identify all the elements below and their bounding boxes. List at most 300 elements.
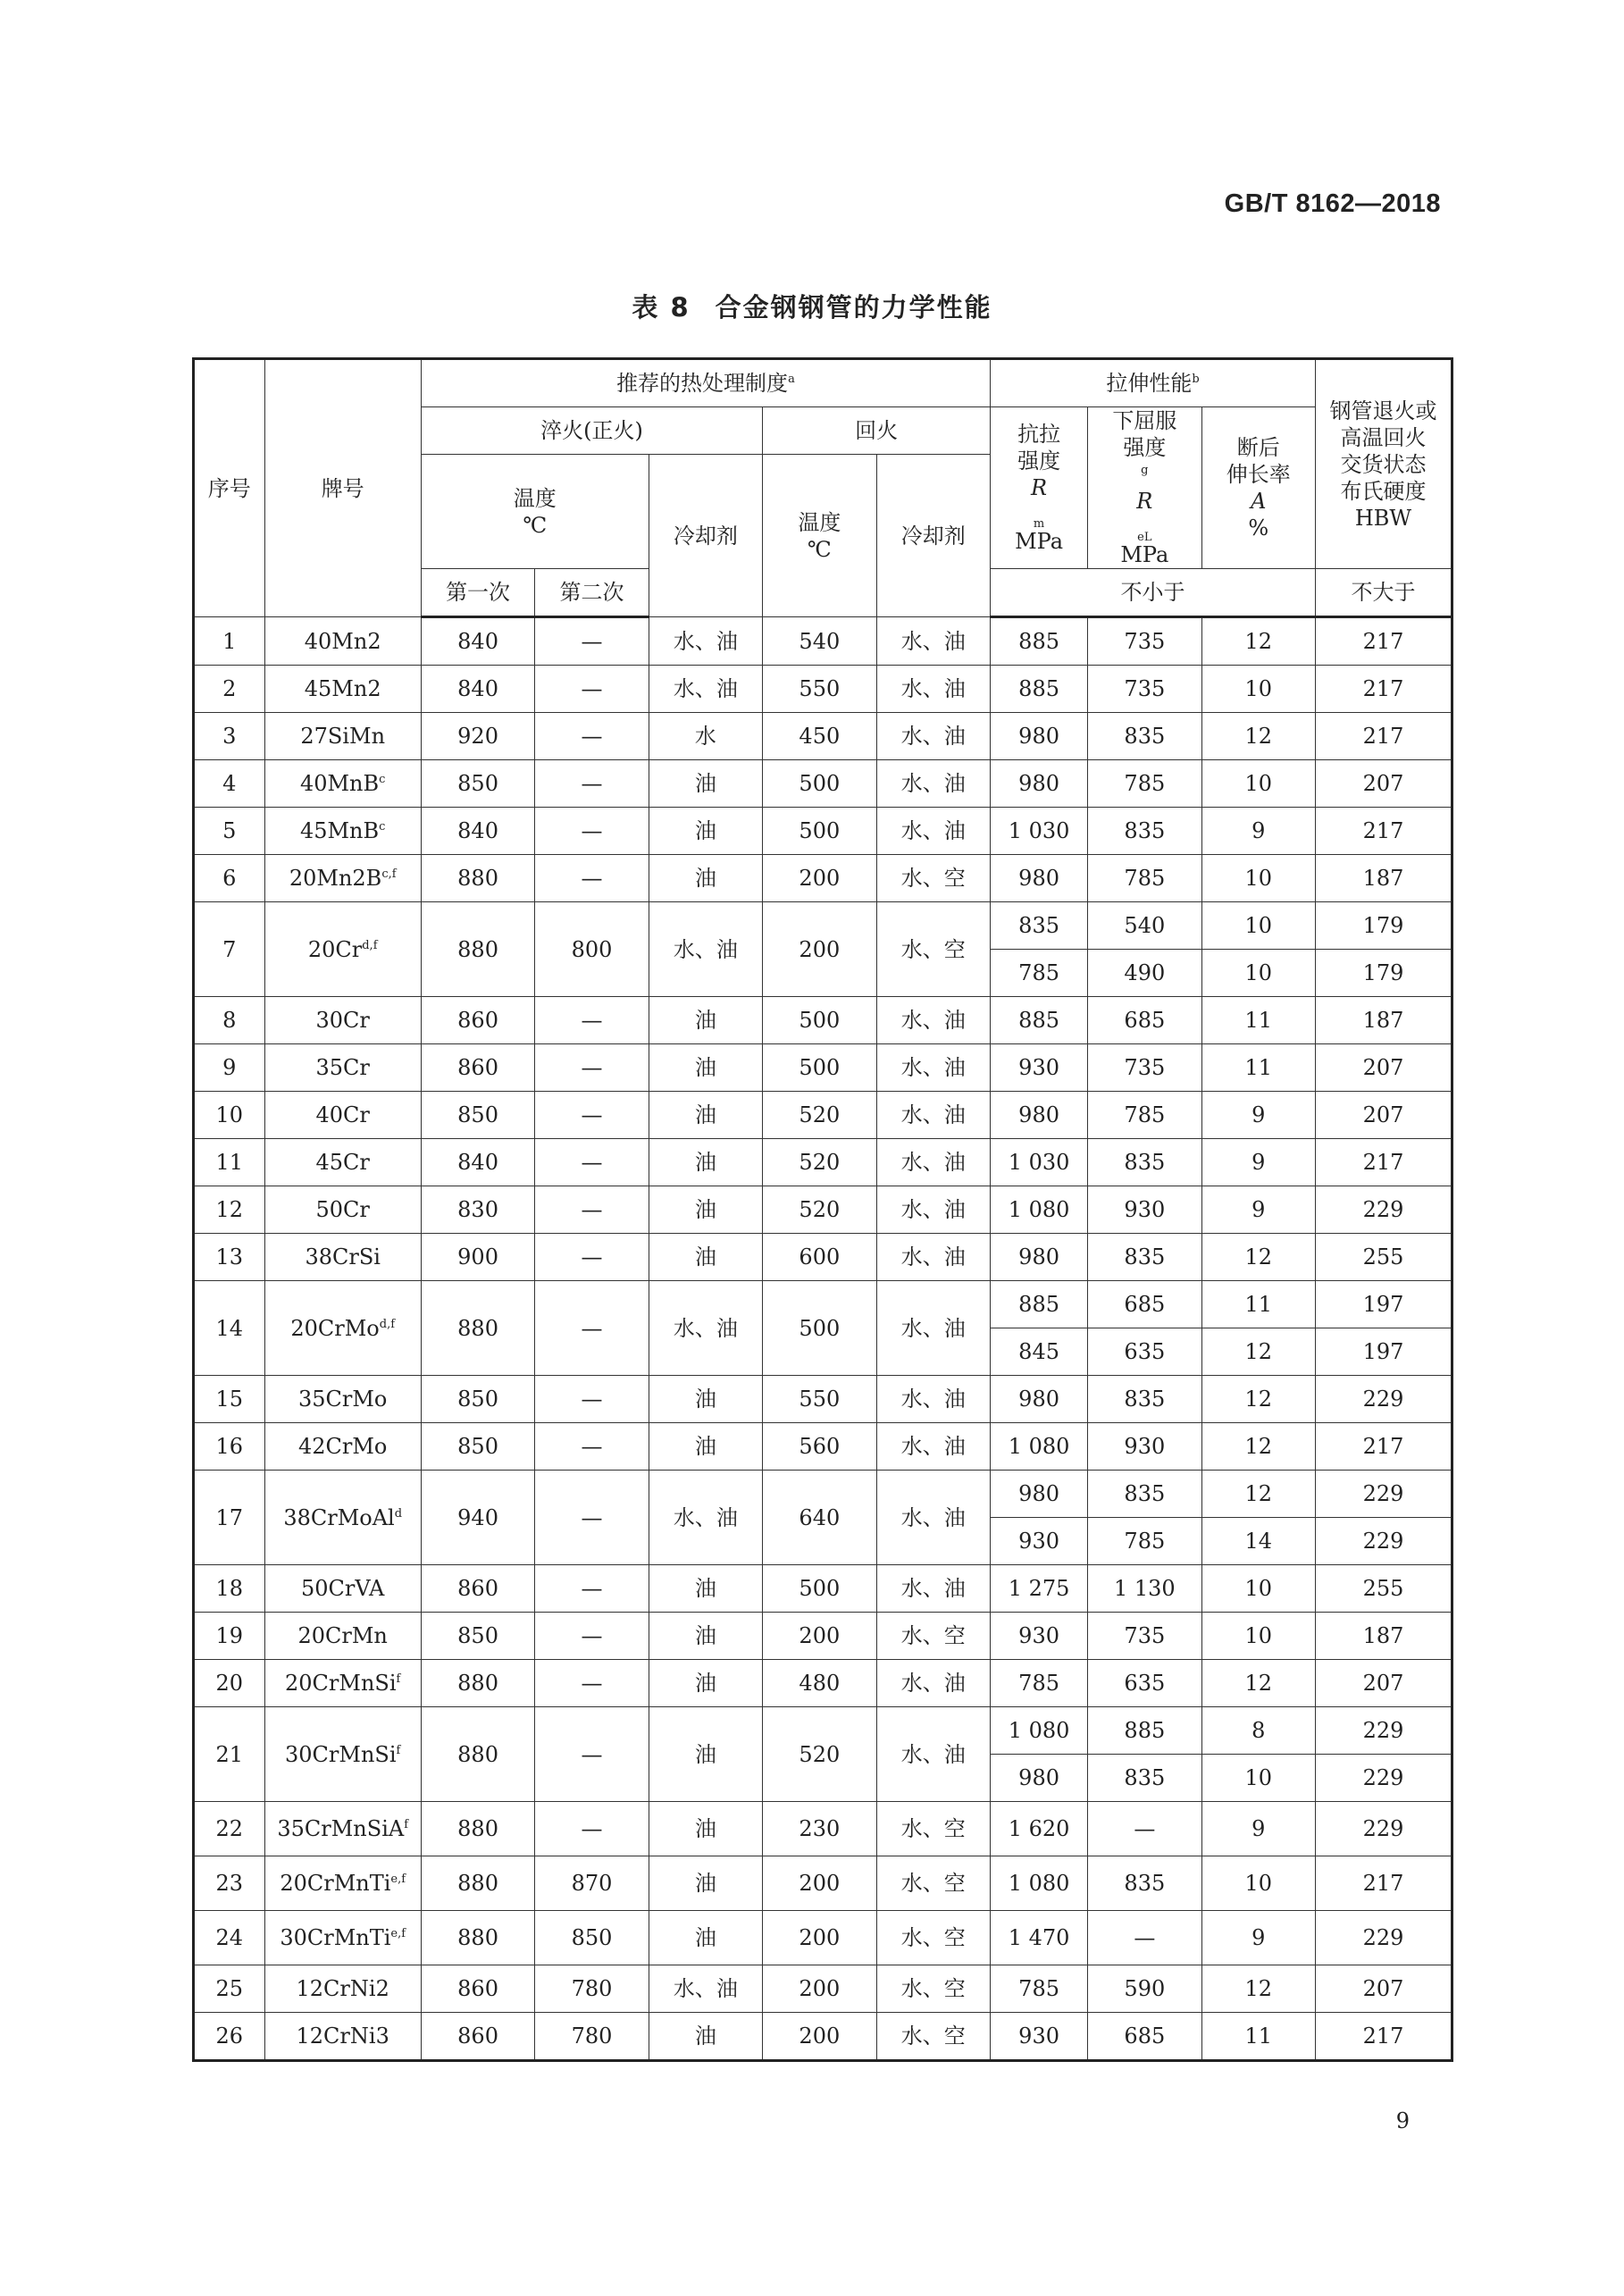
- cell-temper-coolant: 水、油: [876, 1376, 991, 1423]
- cell-quench-second: —: [535, 666, 649, 713]
- cell-seq: 12: [194, 1186, 265, 1234]
- cell-elongation: 9: [1201, 808, 1315, 855]
- cell-hbw: 217: [1315, 808, 1452, 855]
- cell-grade: 30Cr: [264, 997, 421, 1044]
- cell-quench-coolant: 油: [649, 1856, 762, 1911]
- cell-hbw: 217: [1315, 2013, 1452, 2061]
- mechanical-properties-table: [192, 357, 1453, 2062]
- cell-quench-coolant: 油: [649, 1565, 762, 1613]
- cell-quench-first: 880: [421, 1281, 534, 1376]
- footnote-mark: c: [379, 820, 386, 834]
- cell-quench-coolant: 油: [649, 1186, 762, 1234]
- cell-rm: 930: [991, 2013, 1088, 2061]
- cell-grade: 50CrVA: [264, 1565, 421, 1613]
- cell-quench-first: 880: [421, 1911, 534, 1965]
- cell-elongation: 12: [1201, 1423, 1315, 1471]
- cell-quench-first: 880: [421, 1707, 534, 1802]
- cell-temper-temp: 200: [763, 1856, 876, 1911]
- cell-rm: 980: [991, 855, 1088, 902]
- cell-seq: 23: [194, 1856, 265, 1911]
- footnote-mark: f: [396, 1672, 401, 1686]
- cell-quench-first: 880: [421, 902, 534, 997]
- cell-quench-second: 870: [535, 1856, 649, 1911]
- cell-rm: 980: [991, 713, 1088, 760]
- cell-quench-coolant: 油: [649, 1376, 762, 1423]
- cell-elongation: 12: [1201, 1471, 1315, 1518]
- cell-quench-second: —: [535, 1471, 649, 1565]
- cell-quench-second: —: [535, 1376, 649, 1423]
- cell-rm: 930: [991, 1518, 1088, 1565]
- table-title: 合金钢钢管的力学性能: [715, 292, 992, 323]
- cell-hbw: 187: [1315, 1613, 1452, 1660]
- cell-temper-temp: 450: [763, 713, 876, 760]
- cell-rel: 835: [1088, 1755, 1201, 1802]
- cell-temper-coolant: 水、油: [876, 1707, 991, 1802]
- col-header-hbw: 钢管退火或 高温回火 交货状态 布氏硬度 HBW: [1315, 359, 1452, 569]
- cell-elongation: 11: [1201, 1044, 1315, 1092]
- cell-hbw: 229: [1315, 1802, 1452, 1856]
- cell-temper-temp: 500: [763, 1044, 876, 1092]
- cell-quench-second: —: [535, 1660, 649, 1707]
- cell-rm: 885: [991, 1281, 1088, 1328]
- cell-temper-temp: 550: [763, 1376, 876, 1423]
- cell-hbw: 229: [1315, 1186, 1452, 1234]
- cell-quench-coolant: 油: [649, 855, 762, 902]
- table-row: [194, 1802, 1452, 1856]
- cell-elongation: 11: [1201, 2013, 1315, 2061]
- cell-rm: 980: [991, 760, 1088, 808]
- table-row: [194, 1707, 1452, 1755]
- cell-rm: 845: [991, 1328, 1088, 1376]
- cell-temper-coolant: 水、油: [876, 1092, 991, 1139]
- cell-elongation: 10: [1201, 902, 1315, 950]
- cell-hbw: 197: [1315, 1281, 1452, 1328]
- table-row: [194, 1965, 1452, 2013]
- cell-temper-coolant: 水、空: [876, 1613, 991, 1660]
- col-header-rm: 抗拉 强度 R $_m$ MPa: [991, 407, 1088, 569]
- cell-temper-temp: 500: [763, 760, 876, 808]
- cell-elongation: 12: [1201, 1328, 1315, 1376]
- cell-temper-coolant: 水、油: [876, 1565, 991, 1613]
- cell-grade: 40Cr: [264, 1092, 421, 1139]
- footnote-mark: c: [379, 773, 386, 786]
- cell-temper-coolant: 水、油: [876, 997, 991, 1044]
- cell-temper-temp: 520: [763, 1707, 876, 1802]
- cell-elongation: 10: [1201, 666, 1315, 713]
- cell-temper-temp: 200: [763, 2013, 876, 2061]
- cell-hbw: 217: [1315, 1856, 1452, 1911]
- cell-quench-second: —: [535, 1802, 649, 1856]
- cell-temper-temp: 500: [763, 1565, 876, 1613]
- cell-hbw: 217: [1315, 1139, 1452, 1186]
- cell-quench-coolant: 水、油: [649, 666, 762, 713]
- cell-rel: 635: [1088, 1660, 1201, 1707]
- cell-quench-coolant: 油: [649, 1234, 762, 1281]
- cell-temper-coolant: 水、油: [876, 666, 991, 713]
- cell-seq: 20: [194, 1660, 265, 1707]
- cell-rel: 835: [1088, 713, 1201, 760]
- table-label: 表 8: [632, 292, 691, 323]
- col-header-not-more: 不大于: [1315, 569, 1452, 617]
- cell-hbw: 229: [1315, 1707, 1452, 1755]
- cell-rel: 885: [1088, 1707, 1201, 1755]
- cell-temper-coolant: 水、空: [876, 902, 991, 997]
- cell-grade: 27SiMn: [264, 713, 421, 760]
- cell-quench-first: 850: [421, 1092, 534, 1139]
- cell-temper-temp: 480: [763, 1660, 876, 1707]
- footnote-mark: f: [404, 1818, 409, 1831]
- cell-quench-coolant: 水、油: [649, 1471, 762, 1565]
- cell-rm: 980: [991, 1234, 1088, 1281]
- table-row: [194, 617, 1452, 666]
- cell-hbw: 217: [1315, 1423, 1452, 1471]
- cell-hbw: 229: [1315, 1471, 1452, 1518]
- cell-quench-second: 780: [535, 2013, 649, 2061]
- cell-hbw: 255: [1315, 1234, 1452, 1281]
- cell-quench-second: —: [535, 1044, 649, 1092]
- cell-quench-first: 840: [421, 666, 534, 713]
- cell-quench-coolant: 水、油: [649, 1965, 762, 2013]
- cell-elongation: 10: [1201, 1755, 1315, 1802]
- cell-grade: 20CrMo$^{d,f}$: [264, 1281, 421, 1376]
- cell-temper-temp: 600: [763, 1234, 876, 1281]
- cell-hbw: 187: [1315, 997, 1452, 1044]
- cell-quench-second: —: [535, 808, 649, 855]
- cell-seq: 26: [194, 2013, 265, 2061]
- cell-seq: 9: [194, 1044, 265, 1092]
- cell-quench-first: 840: [421, 617, 534, 666]
- col-header-grade: 牌号: [264, 359, 421, 617]
- cell-grade: 38CrMoAl$^d$: [264, 1471, 421, 1565]
- cell-seq: 4: [194, 760, 265, 808]
- cell-quench-coolant: 油: [649, 1139, 762, 1186]
- cell-grade: 20CrMn: [264, 1613, 421, 1660]
- cell-grade: 20CrMnSi$^f$: [264, 1660, 421, 1707]
- cell-elongation: 12: [1201, 617, 1315, 666]
- cell-quench-coolant: 油: [649, 760, 762, 808]
- footnote-mark: d,f: [379, 1317, 396, 1331]
- table-row: [194, 902, 1452, 950]
- cell-elongation: 9: [1201, 1092, 1315, 1139]
- cell-temper-coolant: 水、油: [876, 1234, 991, 1281]
- cell-quench-second: 800: [535, 902, 649, 997]
- cell-quench-first: 860: [421, 1965, 534, 2013]
- cell-quench-coolant: 水、油: [649, 1281, 762, 1376]
- cell-grade: 50Cr: [264, 1186, 421, 1234]
- cell-rm: 1 080: [991, 1186, 1088, 1234]
- cell-temper-temp: 520: [763, 1139, 876, 1186]
- cell-hbw: 207: [1315, 1092, 1452, 1139]
- cell-elongation: 10: [1201, 1565, 1315, 1613]
- cell-rm: 785: [991, 1660, 1088, 1707]
- cell-elongation: 12: [1201, 1234, 1315, 1281]
- col-header-seq: 序号: [194, 359, 265, 617]
- table-row: [194, 1044, 1452, 1092]
- footnote-mark: c,f: [381, 867, 397, 881]
- footnote-mark: a: [788, 373, 795, 386]
- cell-rm: 835: [991, 902, 1088, 950]
- cell-rm: 1 030: [991, 808, 1088, 855]
- cell-rm: 785: [991, 950, 1088, 997]
- cell-rel: 930: [1088, 1186, 1201, 1234]
- col-header-elongation: 断后 伸长率 A %: [1201, 407, 1315, 569]
- cell-quench-second: —: [535, 1092, 649, 1139]
- cell-quench-second: —: [535, 1707, 649, 1802]
- cell-hbw: 229: [1315, 1376, 1452, 1423]
- cell-quench-first: 860: [421, 1044, 534, 1092]
- cell-temper-coolant: 水、油: [876, 617, 991, 666]
- cell-temper-temp: 500: [763, 1281, 876, 1376]
- table-row: [194, 1613, 1452, 1660]
- cell-rm: 1 080: [991, 1856, 1088, 1911]
- table-row: [194, 1856, 1452, 1911]
- cell-rel: 785: [1088, 1518, 1201, 1565]
- cell-rm: 980: [991, 1092, 1088, 1139]
- cell-rel: 785: [1088, 760, 1201, 808]
- cell-rel: 835: [1088, 1471, 1201, 1518]
- cell-seq: 3: [194, 713, 265, 760]
- col-header-first: 第一次: [421, 569, 534, 617]
- cell-hbw: 229: [1315, 1911, 1452, 1965]
- cell-temper-coolant: 水、空: [876, 855, 991, 902]
- cell-temper-coolant: 水、油: [876, 1660, 991, 1707]
- cell-temper-coolant: 水、油: [876, 1044, 991, 1092]
- cell-quench-coolant: 水: [649, 713, 762, 760]
- cell-temper-temp: 200: [763, 1911, 876, 1965]
- cell-quench-second: —: [535, 1423, 649, 1471]
- cell-rel: 835: [1088, 1139, 1201, 1186]
- cell-seq: 19: [194, 1613, 265, 1660]
- cell-hbw: 207: [1315, 1044, 1452, 1092]
- cell-rel: 835: [1088, 1856, 1201, 1911]
- cell-grade: 35CrMnSiA$^f$: [264, 1802, 421, 1856]
- cell-seq: 6: [194, 855, 265, 902]
- cell-rel: 835: [1088, 1234, 1201, 1281]
- cell-quench-coolant: 油: [649, 1092, 762, 1139]
- cell-quench-second: —: [535, 855, 649, 902]
- cell-hbw: 229: [1315, 1755, 1452, 1802]
- cell-rel: 490: [1088, 950, 1201, 997]
- cell-quench-coolant: 油: [649, 808, 762, 855]
- cell-temper-temp: 540: [763, 617, 876, 666]
- cell-temper-temp: 200: [763, 855, 876, 902]
- cell-quench-coolant: 油: [649, 1802, 762, 1856]
- cell-rm: 980: [991, 1755, 1088, 1802]
- cell-elongation: 12: [1201, 1965, 1315, 2013]
- cell-grade: $20Mn2B^{c,f}$: [264, 855, 421, 902]
- footnote-mark: e,f: [390, 1873, 406, 1886]
- cell-hbw: 217: [1315, 713, 1452, 760]
- cell-temper-coolant: 水、油: [876, 1423, 991, 1471]
- col-header-rel: 下屈服 强度 $^g$ R $_{eL}$ MPa: [1088, 407, 1201, 569]
- cell-seq: 5: [194, 808, 265, 855]
- cell-quench-first: 900: [421, 1234, 534, 1281]
- table-row: [194, 1423, 1452, 1471]
- col-header-quench: 淬火(正火): [421, 407, 762, 455]
- cell-seq: 7: [194, 902, 265, 997]
- cell-grade: 42CrMo: [264, 1423, 421, 1471]
- cell-elongation: 10: [1201, 855, 1315, 902]
- cell-seq: 11: [194, 1139, 265, 1186]
- cell-quench-second: —: [535, 1234, 649, 1281]
- cell-grade: 40MnB$^c$: [264, 760, 421, 808]
- table-row: [194, 1471, 1452, 1518]
- cell-seq: 25: [194, 1965, 265, 2013]
- cell-rm: 1 470: [991, 1911, 1088, 1965]
- cell-quench-coolant: 水、油: [649, 902, 762, 997]
- footnote-mark: f: [396, 1743, 401, 1757]
- table-row: [194, 1281, 1452, 1328]
- cell-elongation: 11: [1201, 997, 1315, 1044]
- cell-temper-coolant: 水、油: [876, 760, 991, 808]
- cell-rm: 930: [991, 1044, 1088, 1092]
- table-row: [194, 2013, 1452, 2061]
- cell-seq: 13: [194, 1234, 265, 1281]
- cell-temper-temp: 500: [763, 808, 876, 855]
- cell-seq: 16: [194, 1423, 265, 1471]
- col-header-second: 第二次: [535, 569, 649, 617]
- cell-hbw: 217: [1315, 666, 1452, 713]
- cell-hbw: 207: [1315, 1660, 1452, 1707]
- cell-rel: 735: [1088, 1613, 1201, 1660]
- cell-quench-coolant: 油: [649, 997, 762, 1044]
- cell-temper-coolant: 水、空: [876, 1911, 991, 1965]
- cell-quench-coolant: 油: [649, 1613, 762, 1660]
- cell-rm: 785: [991, 1965, 1088, 2013]
- cell-temper-temp: 560: [763, 1423, 876, 1471]
- col-header-temper-temp: 温度 ℃: [763, 455, 876, 617]
- cell-elongation: 12: [1201, 1660, 1315, 1707]
- cell-temper-coolant: 水、空: [876, 1965, 991, 2013]
- cell-quench-second: 850: [535, 1911, 649, 1965]
- cell-hbw: 217: [1315, 617, 1452, 666]
- footnote-mark: e,f: [390, 1927, 406, 1940]
- table-row: [194, 713, 1452, 760]
- table-row: [194, 808, 1452, 855]
- cell-seq: 18: [194, 1565, 265, 1613]
- cell-elongation: 10: [1201, 1613, 1315, 1660]
- cell-grade: 30CrMnTi$^{e,f}$: [264, 1911, 421, 1965]
- cell-rel: 735: [1088, 666, 1201, 713]
- cell-quench-coolant: 油: [649, 1423, 762, 1471]
- cell-temper-coolant: 水、油: [876, 1186, 991, 1234]
- col-header-temper: 回火: [763, 407, 991, 455]
- cell-rel: 540: [1088, 902, 1201, 950]
- cell-quench-first: 830: [421, 1186, 534, 1234]
- cell-grade: 12CrNi3: [264, 2013, 421, 2061]
- cell-temper-temp: 230: [763, 1802, 876, 1856]
- col-header-tensile: 拉伸性能$^b$: [991, 359, 1316, 407]
- page-number: 9: [1395, 2108, 1410, 2133]
- cell-temper-coolant: 水、油: [876, 1281, 991, 1376]
- cell-elongation: 9: [1201, 1139, 1315, 1186]
- cell-quench-first: 860: [421, 2013, 534, 2061]
- cell-rel: —: [1088, 1911, 1201, 1965]
- cell-temper-temp: 500: [763, 997, 876, 1044]
- table-row: [194, 1911, 1452, 1965]
- cell-rel: 685: [1088, 997, 1201, 1044]
- cell-temper-coolant: 水、油: [876, 713, 991, 760]
- cell-elongation: 9: [1201, 1186, 1315, 1234]
- standard-number: GB/T 8162—2018: [1224, 189, 1441, 218]
- cell-temper-temp: 200: [763, 1613, 876, 1660]
- cell-rel: 930: [1088, 1423, 1201, 1471]
- cell-quench-first: 850: [421, 1613, 534, 1660]
- cell-quench-first: 840: [421, 808, 534, 855]
- cell-elongation: 10: [1201, 950, 1315, 997]
- cell-rm: 1 275: [991, 1565, 1088, 1613]
- cell-quench-first: 880: [421, 855, 534, 902]
- cell-hbw: 207: [1315, 760, 1452, 808]
- cell-grade: 30CrMnSi$^f$: [264, 1707, 421, 1802]
- table-row: [194, 1139, 1452, 1186]
- cell-temper-temp: 640: [763, 1471, 876, 1565]
- cell-temper-coolant: 水、空: [876, 2013, 991, 2061]
- cell-elongation: 11: [1201, 1281, 1315, 1328]
- cell-seq: 10: [194, 1092, 265, 1139]
- cell-seq: 15: [194, 1376, 265, 1423]
- cell-quench-coolant: 油: [649, 2013, 762, 2061]
- cell-hbw: 255: [1315, 1565, 1452, 1613]
- cell-quench-second: —: [535, 997, 649, 1044]
- table-row: [194, 666, 1452, 713]
- cell-rel: —: [1088, 1802, 1201, 1856]
- cell-temper-temp: 520: [763, 1092, 876, 1139]
- cell-grade: 20Cr$^{d,f}$: [264, 902, 421, 997]
- table-row: [194, 760, 1452, 808]
- cell-rel: 685: [1088, 2013, 1201, 2061]
- table-row: [194, 1234, 1452, 1281]
- cell-rel: 835: [1088, 808, 1201, 855]
- cell-hbw: 197: [1315, 1328, 1452, 1376]
- cell-rel: 590: [1088, 1965, 1201, 2013]
- cell-rm: 1 620: [991, 1802, 1088, 1856]
- cell-quench-first: 860: [421, 997, 534, 1044]
- cell-quench-coolant: 油: [649, 1707, 762, 1802]
- cell-temper-coolant: 水、油: [876, 1139, 991, 1186]
- cell-seq: 17: [194, 1471, 265, 1565]
- cell-quench-first: 840: [421, 1139, 534, 1186]
- table-row: [194, 1565, 1452, 1613]
- cell-quench-second: —: [535, 617, 649, 666]
- cell-rel: 1 130: [1088, 1565, 1201, 1613]
- cell-quench-second: —: [535, 760, 649, 808]
- cell-quench-second: —: [535, 1139, 649, 1186]
- cell-hbw: 179: [1315, 902, 1452, 950]
- cell-temper-temp: 200: [763, 902, 876, 997]
- cell-rm: 885: [991, 997, 1088, 1044]
- cell-hbw: 229: [1315, 1518, 1452, 1565]
- table-row: [194, 1376, 1452, 1423]
- cell-temper-temp: 520: [763, 1186, 876, 1234]
- cell-rel: 835: [1088, 1376, 1201, 1423]
- cell-rm: 885: [991, 666, 1088, 713]
- cell-quench-first: 880: [421, 1856, 534, 1911]
- cell-grade: 38CrSi: [264, 1234, 421, 1281]
- cell-rm: 885: [991, 617, 1088, 666]
- cell-grade: 35CrMo: [264, 1376, 421, 1423]
- cell-hbw: 187: [1315, 855, 1452, 902]
- table-row: [194, 1186, 1452, 1234]
- cell-grade: 40Mn2: [264, 617, 421, 666]
- footnote-mark: b: [1192, 373, 1200, 386]
- cell-quench-first: 850: [421, 760, 534, 808]
- cell-temper-coolant: 水、油: [876, 808, 991, 855]
- cell-temper-coolant: 水、空: [876, 1856, 991, 1911]
- cell-hbw: 207: [1315, 1965, 1452, 2013]
- cell-quench-first: 850: [421, 1376, 534, 1423]
- col-header-not-less: 不小于: [991, 569, 1316, 617]
